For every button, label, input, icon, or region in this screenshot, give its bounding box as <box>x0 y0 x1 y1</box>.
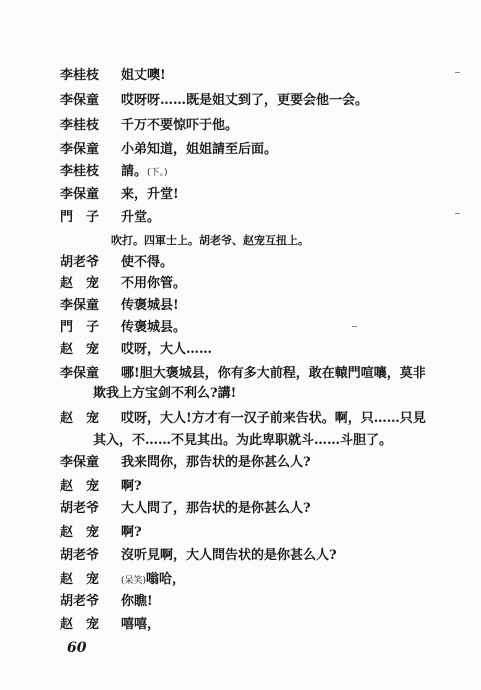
dialogue-line <box>0 593 481 617</box>
dialogue-line <box>0 297 481 321</box>
dialogue-line <box>0 500 481 524</box>
dialogue-text-wrap <box>121 92 368 110</box>
speaker-name: 赵 宠 <box>60 479 100 494</box>
dialogue-text-wrap <box>121 524 142 542</box>
dialogue-text-wrap <box>121 616 160 634</box>
speaker-name: 李保童 <box>60 187 100 202</box>
dialogue-text-wrap <box>121 319 186 337</box>
dialogue-text-wrap <box>121 141 277 159</box>
speaker-name: 赵 宠 <box>60 342 100 357</box>
dialogue-line <box>0 478 481 502</box>
dialogue-text-wrap <box>121 297 179 315</box>
dialogue-text: 啊? <box>121 525 142 540</box>
dialogue-line <box>0 524 481 548</box>
dialogue-line <box>0 571 481 595</box>
dialogue-line <box>0 547 481 571</box>
speaker-name: 胡老爷 <box>60 548 100 563</box>
dialogue-text: 哎呀，大人!方才有一汉子前来告状。啊，只……只見 <box>121 411 426 426</box>
dialogue-text-wrap <box>121 275 186 293</box>
dialogue-text: 哎呀呀……既是姐丈到了，更要会他一会。 <box>121 93 369 108</box>
dialogue-text: 請。 <box>121 164 148 179</box>
speaker-name: 李桂枝 <box>60 68 100 83</box>
dialogue-text-wrap <box>121 341 212 359</box>
dialogue-line <box>0 141 481 165</box>
dialogue-text: 啊? <box>121 479 142 494</box>
dialogue-line <box>0 92 481 116</box>
speaker-name: 赵 宠 <box>60 411 100 426</box>
speaker-name: 李保童 <box>60 93 100 108</box>
dialogue-line <box>0 67 481 91</box>
dialogue-text: 不用你管。 <box>121 276 187 291</box>
page-number: 60 <box>67 640 87 656</box>
dialogue-line <box>0 454 481 478</box>
dialogue-text-wrap <box>121 410 426 428</box>
print-speck <box>455 72 460 73</box>
stage-note: (下。) <box>147 168 168 178</box>
dialogue-text-wrap <box>121 454 311 472</box>
dialogue-text: 来，升堂! <box>121 187 179 202</box>
dialogue-text: 嘻嘻， <box>121 617 161 632</box>
dialogue-text-wrap <box>121 254 173 272</box>
dialogue-text-wrap <box>121 547 337 565</box>
dialogue-line <box>0 275 481 299</box>
speaker-name: 李保童 <box>60 366 100 381</box>
speaker-name: 赵 宠 <box>60 525 100 540</box>
dialogue-text: 嗡哈， <box>146 572 186 587</box>
dialogue-line <box>0 117 481 141</box>
dialogue-text: 使不得。 <box>121 255 174 270</box>
dialogue-text: 哪!胆大褒城县，你有多大前程，敢在轅門喧嚷，莫非 <box>121 366 426 381</box>
stage-note: (呆笑) <box>121 576 147 586</box>
dialogue-text: 升堂。 <box>121 210 161 225</box>
dialogue-continuation <box>0 385 481 409</box>
dialogue-text-wrap <box>121 365 426 383</box>
print-speck <box>455 213 460 214</box>
dialogue-text: 姐丈噢! <box>121 68 166 83</box>
dialogue-text: 传褒城县! <box>121 298 179 313</box>
dialogue-line <box>0 186 481 210</box>
speaker-name: 赵 宠 <box>60 572 100 587</box>
dialogue-text: 我来問你，那告状的是你甚么人? <box>121 455 311 470</box>
stage-direction-text: 吹打。四軍士上。胡老爷、赵宠互扭上。 <box>111 234 309 247</box>
speaker-name: 門 子 <box>60 210 100 225</box>
dialogue-line <box>0 163 481 187</box>
speaker-name: 赵 宠 <box>60 276 100 291</box>
speaker-name: 李保童 <box>60 298 100 313</box>
speaker-name: 李桂枝 <box>60 164 100 179</box>
dialogue-text: 哎呀，大人…… <box>121 342 213 357</box>
dialogue-line <box>0 616 481 640</box>
dialogue-text: 沒听見啊，大人問告状的是你甚么人? <box>121 548 337 563</box>
speaker-name: 李保童 <box>60 455 100 470</box>
dialogue-line <box>0 341 481 365</box>
dialogue-text: 你瞧! <box>121 594 153 609</box>
dialogue-text-wrap <box>121 593 153 611</box>
speaker-name: 胡老爷 <box>60 594 100 609</box>
dialogue-text-wrap <box>121 67 166 85</box>
dialogue-text: 大人問了，那告状的是你甚么人? <box>121 501 311 516</box>
dialogue-text-wrap <box>121 186 179 204</box>
speaker-name: 胡老爷 <box>60 501 100 516</box>
dialogue-line <box>0 319 481 343</box>
dialogue-text: 千万不要惊吓于他。 <box>121 118 239 133</box>
speaker-name: 胡老爷 <box>60 255 100 270</box>
dialogue-line <box>0 209 481 233</box>
speaker-name: 赵 宠 <box>60 617 100 632</box>
continuation-text: 其入，不……不見其出。为此卑职就斗……斗胆了。 <box>93 433 393 448</box>
dialogue-continuation <box>0 432 481 456</box>
dialogue-text-wrap <box>121 571 185 590</box>
dialogue-text-wrap <box>121 117 238 135</box>
speaker-name: 門 子 <box>60 320 100 335</box>
dialogue-line <box>0 410 481 434</box>
dialogue-text-wrap <box>121 163 168 182</box>
continuation-text: 欺我上方宝剑不利么?講! <box>93 386 237 401</box>
dialogue-text: 传褒城县。 <box>121 320 187 335</box>
dialogue-text-wrap <box>121 478 142 496</box>
speaker-name: 李桂枝 <box>60 118 100 133</box>
print-speck <box>352 326 357 327</box>
dialogue-text-wrap <box>121 209 160 227</box>
dialogue-text: 小弟知道，姐姐請至后面。 <box>121 142 278 157</box>
dialogue-text-wrap <box>121 500 311 518</box>
speaker-name: 李保童 <box>60 142 100 157</box>
